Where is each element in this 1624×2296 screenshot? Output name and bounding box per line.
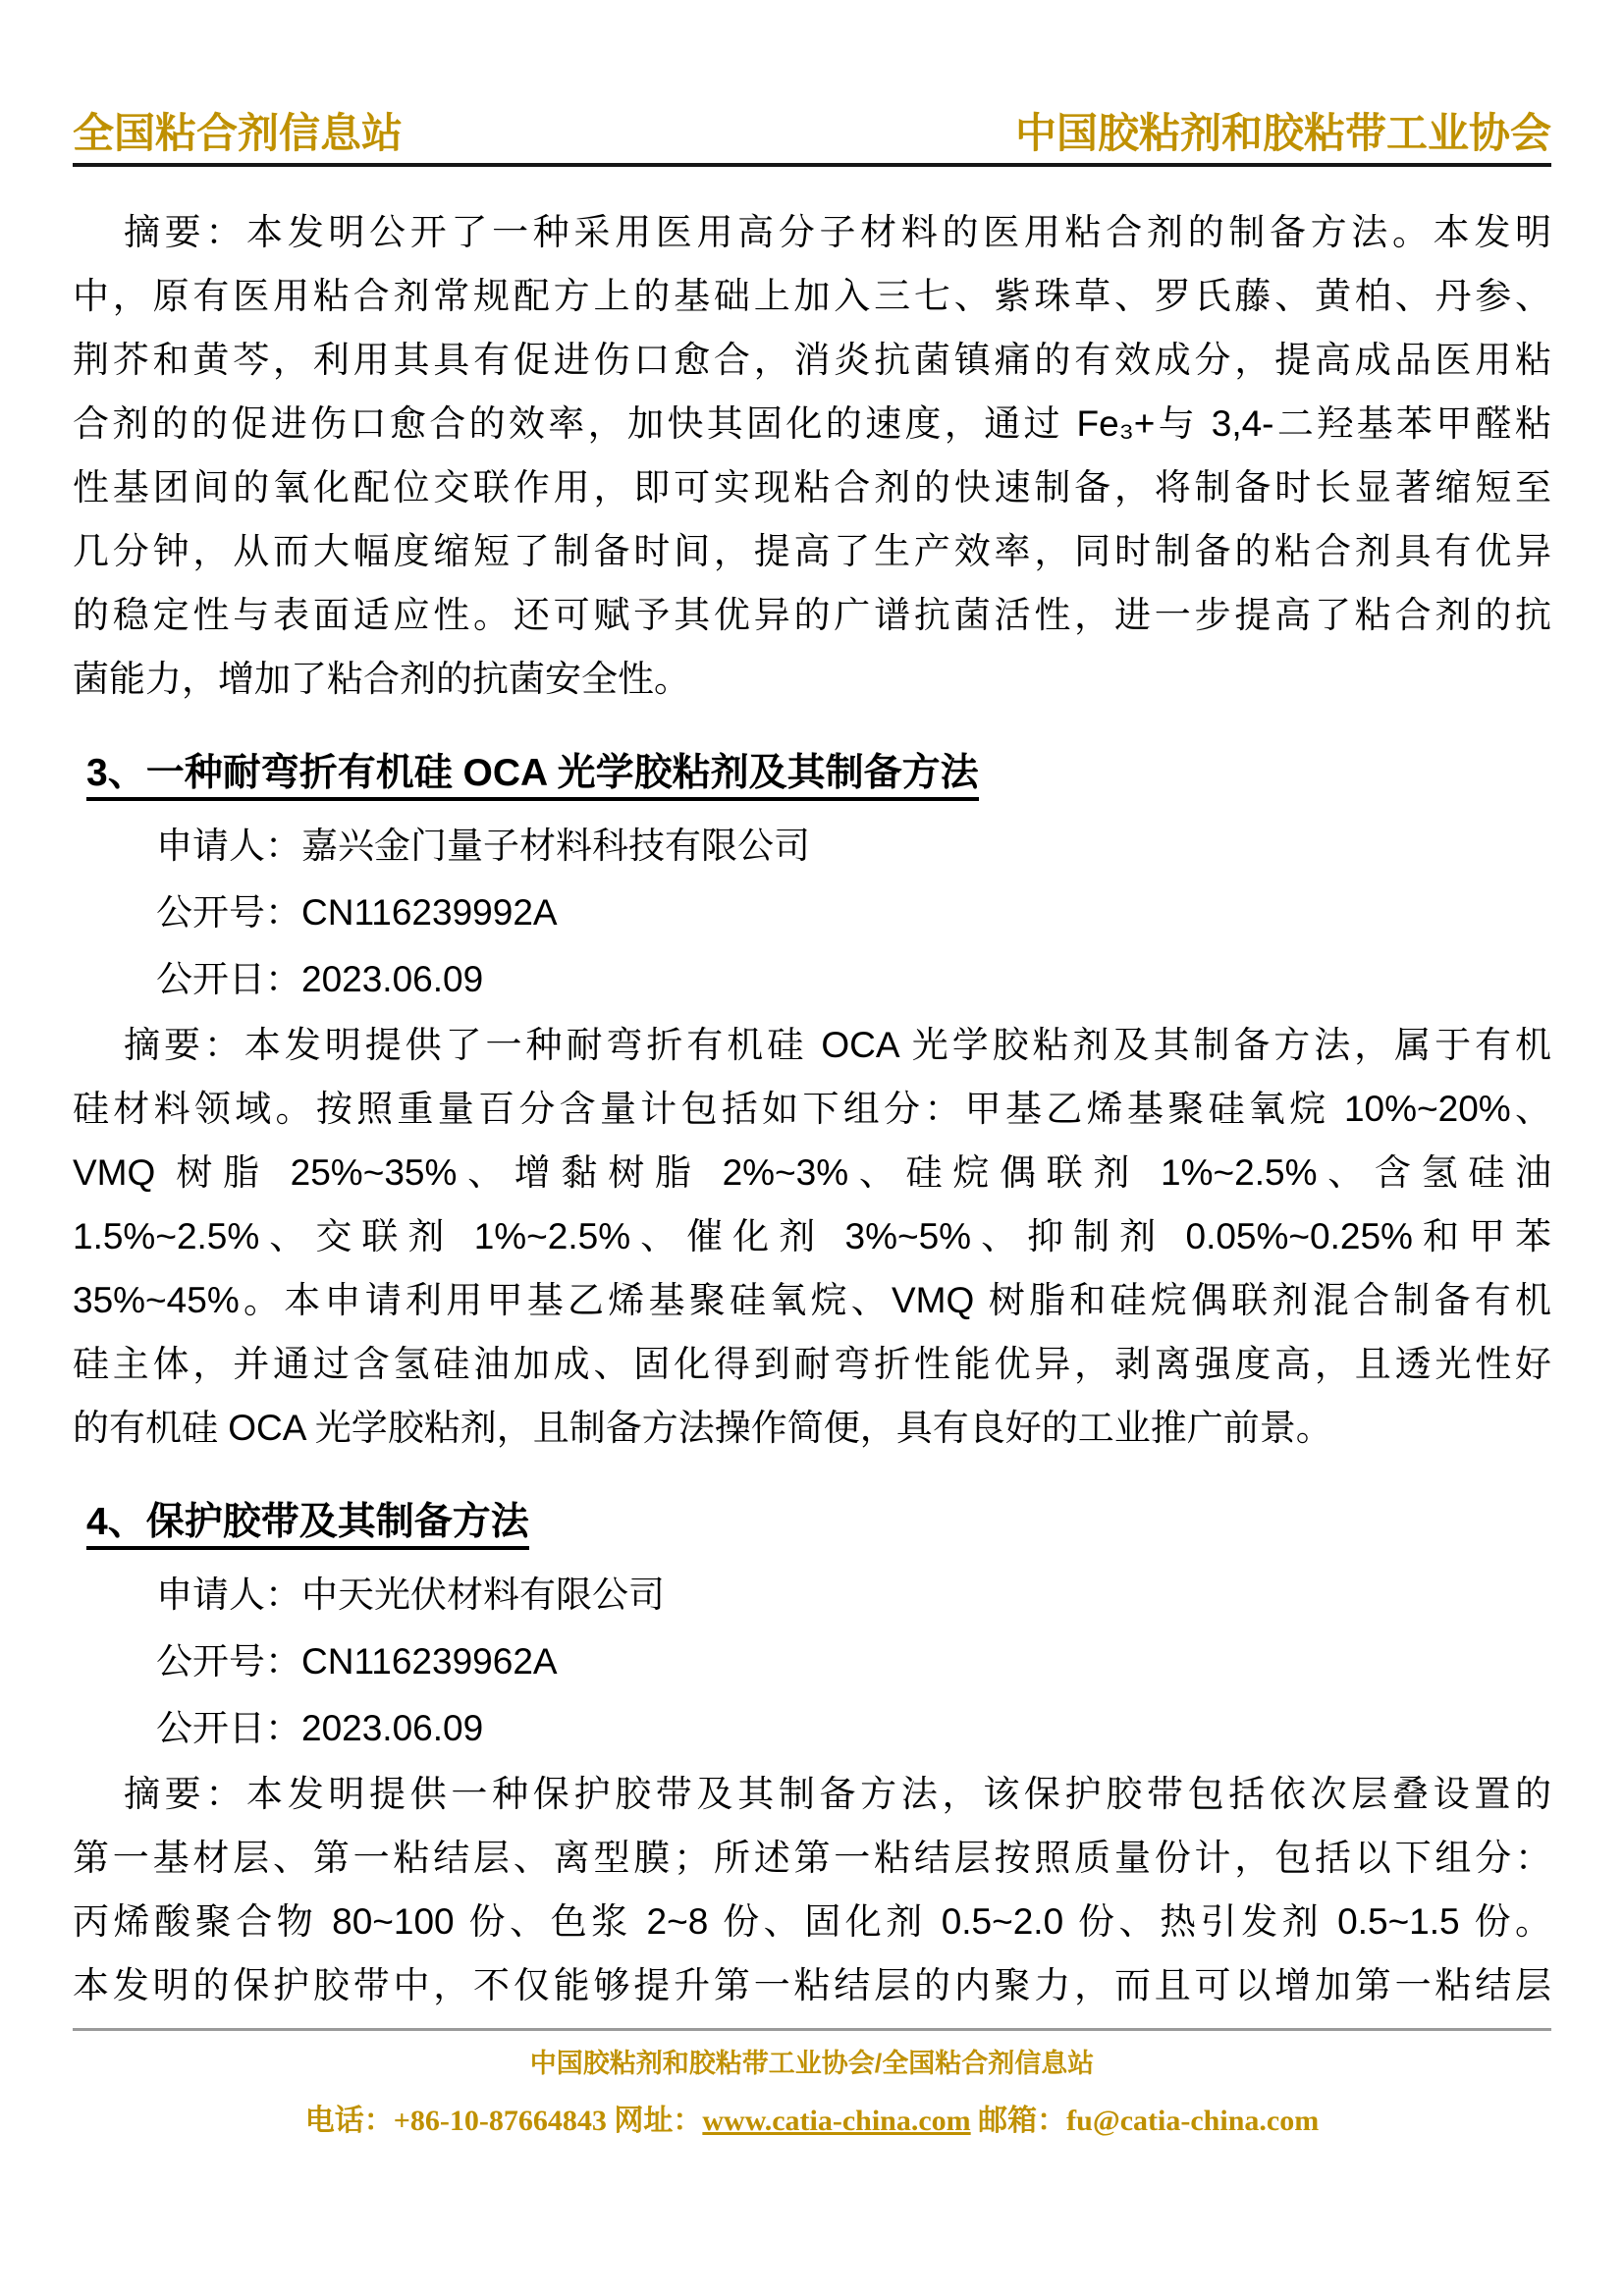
abstract-line: 第一基材层、第一粘结层、离型膜；所述第一粘结层按照质量份计，包括以下组分： xyxy=(73,1838,1551,1878)
footer-divider xyxy=(73,2028,1551,2031)
section-3-heading-text: 3、一种耐弯折有机硅 OCA 光学胶粘剂及其制备方法 xyxy=(86,752,979,801)
abstract-line: 性基团间的氧化配位交联作用，即可实现粘合剂的快速制备，将制备时长显著缩短至 xyxy=(73,467,1551,507)
publication-date-line: 公开日：2023.06.09 xyxy=(156,1708,484,1748)
section-4 xyxy=(73,1493,1551,2017)
abstract-line: 硅主体，并通过含氢硅油加成、固化得到耐弯折性能优异，剥离强度高，且透光性好 xyxy=(73,1344,1551,1384)
footer-website-link[interactable]: www.catia-china.com xyxy=(702,2105,971,2137)
document-body xyxy=(73,200,1551,2017)
abstract-line: 几分钟，从而大幅度缩短了制备时间，提高了生产效率，同时制备的粘合剂具有优异 xyxy=(73,531,1551,571)
abstract-line: 丙烯酸聚合物 80~100 份、色浆 2~8 份、固化剂 0.5~2.0 份、热引发剂 0.5~1.5 份。 xyxy=(73,1901,1551,1942)
section-3 xyxy=(73,744,1551,1460)
footer-contact-line xyxy=(73,2104,1551,2139)
abstract-line: 硅材料领域。按照重量百分含量计包括如下组分：甲基乙烯基聚硅氧烷 10%~20%、 xyxy=(73,1089,1551,1129)
abstract-line: 中，原有医用粘合剂常规配方上的基础上加入三七、紫珠草、罗氏藤、黄柏、丹参、 xyxy=(73,276,1551,316)
footer-org-line: 中国胶粘剂和胶粘带工业协会/全国粘合剂信息站 xyxy=(529,2049,1095,2078)
abstract-line: 1.5%~2.5%、交联剂 1%~2.5%、催化剂 3%~5%、抑制剂 0.05%~0.25%和甲苯 xyxy=(73,1216,1551,1256)
abstract-line: 的有机硅 OCA 光学胶粘剂，且制备方法操作简便，具有良好的工业推广前景。 xyxy=(73,1408,1332,1448)
abstract-line: 合剂的的促进伤口愈合的效率，加快其固化的速度，通过 Fe₃+与 3,4-二羟基苯甲醛粘 xyxy=(73,403,1551,444)
applicant-line: 申请人：嘉兴金门量子材料科技有限公司 xyxy=(156,826,810,866)
abstract-line: 的稳定性与表面适应性。还可赋予其优异的广谱抗菌活性，进一步提高了粘合剂的抗 xyxy=(73,595,1551,635)
abstract-line: 35%~45%。本申请利用甲基乙烯基聚硅氧烷、VMQ 树脂和硅烷偶联剂混合制备有机 xyxy=(73,1280,1551,1320)
page-footer xyxy=(73,2028,1551,2139)
footer-phone-text: 电话：+86-10-87664843 网址： xyxy=(304,2105,703,2137)
section-4-heading-text: 4、保护胶带及其制备方法 xyxy=(86,1501,529,1550)
section-3-abstract xyxy=(73,1013,1551,1460)
abstract-line: VMQ 树脂 25%~35%、增黏树脂 2%~3%、硅烷偶联剂 1%~2.5%、含氢硅油 xyxy=(73,1152,1551,1193)
footer-email-text: 邮箱：fu@catia-china.com xyxy=(970,2105,1320,2137)
page-header xyxy=(73,110,1551,157)
abstract-line: 摘要：本发明提供一种保护胶带及其制备方法，该保护胶带包括依次层叠设置的 xyxy=(124,1774,1551,1814)
publication-number-line: 公开号：CN116239962A xyxy=(156,1641,558,1682)
header-right-title: 中国胶粘剂和胶粘带工业协会 xyxy=(1014,110,1551,156)
abstract-line: 摘要：本发明提供了一种耐弯折有机硅 OCA 光学胶粘剂及其制备方法，属于有机 xyxy=(124,1025,1551,1065)
abstract-line: 荆芥和黄芩，利用其具有促进伤口愈合，消炎抗菌镇痛的有效成分，提高成品医用粘 xyxy=(73,340,1551,380)
header-divider xyxy=(73,163,1551,167)
abstract-line: 本发明的保护胶带中，不仅能够提升第一粘结层的内聚力，而且可以增加第一粘结层 xyxy=(73,1965,1551,2005)
section-4-heading xyxy=(73,1493,1551,1552)
header-left-title: 全国粘合剂信息站 xyxy=(73,110,404,156)
section-4-abstract xyxy=(73,1762,1551,2017)
abstract-line: 摘要：本发明公开了一种采用医用高分子材料的医用粘合剂的制备方法。本发明 xyxy=(124,212,1551,252)
abstract-line: 菌能力，增加了粘合剂的抗菌安全性。 xyxy=(73,659,690,699)
publication-number-line: 公开号：CN116239992A xyxy=(156,892,558,933)
intro-abstract-paragraph xyxy=(73,200,1551,711)
applicant-line: 申请人：中天光伏材料有限公司 xyxy=(156,1575,665,1615)
section-3-heading xyxy=(73,744,1551,803)
publication-date-line: 公开日：2023.06.09 xyxy=(156,959,484,999)
